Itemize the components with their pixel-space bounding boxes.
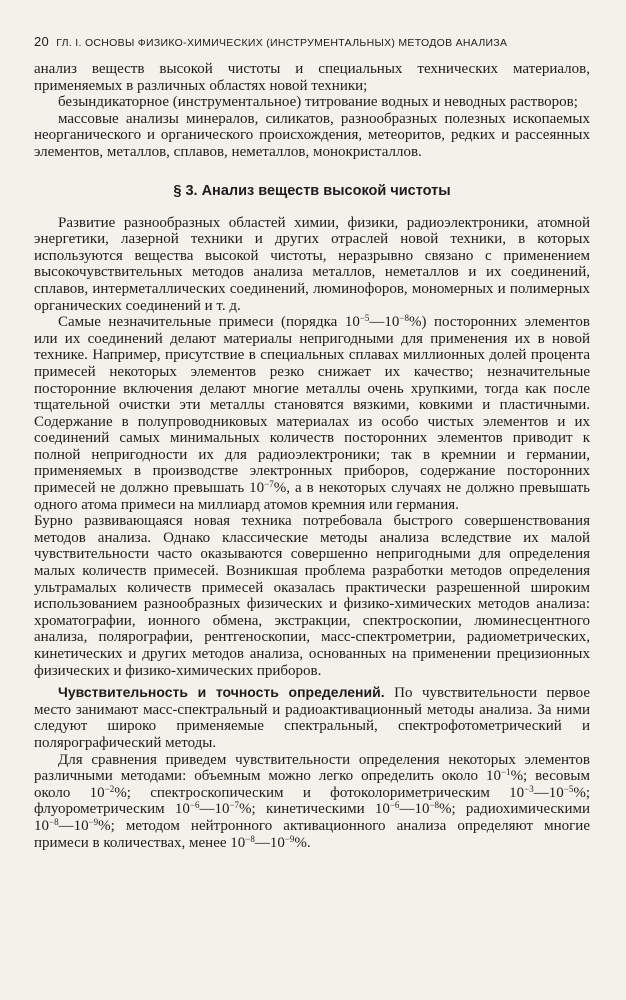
running-header bbox=[34, 34, 590, 49]
running-title: ГЛ. I. ОСНОВЫ ФИЗИКО-ХИМИЧЕСКИХ (ИНСТРУМЕНТАЛЬНЫХ) МЕТОДОВ АНАЛИЗА bbox=[56, 37, 508, 49]
paragraph-impurities: Самые незначительные примеси (порядка $10^{-5}—10^{-8}\%$) посторонних элементов или их соединений делают материалы непригодными для применения их в новой технике. Например, присутствие в специальных сплавах миллионных долей процента примесей некоторых элементов резко снижает их качество; незначительные посторонние включения делают многие металлы очень хрупкими, тогда как после тщательной очистки эти металлы становятся вязкими, ковкими и пластичными. Содержание в полупроводниковых материалах из особо чистых элементов и их соединений самых минимальных количеств посторонних элементов приводит к полной непригодности их для радиоэлектроники; так в кремнии и германии, применяемых в производстве электронных приборов, содержание посторонних примесей не должно превышать $10^{-7}\%$, а в некоторых случаях не должно превышать одного атома примеси на миллиард атомов кремния или германия. bbox=[34, 313, 590, 513]
intro-paragraph-3: массовые анализы минералов, силикатов, разнообразных полезных ископаемых неорганического и органического происхождения, метеоритов, редких и рассеянных элементов, металлов, сплавов, неметаллов, монокристаллов. bbox=[34, 110, 590, 160]
runin-heading: Чувствительность и точность определений. bbox=[58, 684, 385, 701]
section-title: § 3. Анализ веществ высокой чистоты bbox=[173, 182, 451, 199]
paragraph-comparison: Для сравнения приведем чувствительности определения некоторых элементов различными методами: объемным можно легко определить около $10^{-1}\%$; весовым около $10^{-2}\%$; спектроскопическим и фотоколориметрическим $10^{-3}—10^{-5}\%$; флуорометрическим $10^{-6}—10^{-7}\%$; кинетическими $10^{-6}—10^{-8}\%$; радиохимическими $10^{-8}—10^{-9}\%$; методом нейтронного активационного анализа определяют многие примеси в количествах, менее $10^{-8}—10^{-9}\%$. bbox=[34, 751, 590, 851]
page-number: 20 bbox=[34, 34, 50, 49]
paragraph-new-technology: Бурно развивающаяся новая техника потребовала быстрого совершенствования методов анализа. Однако классические методы анализа вследствие их малой чувствительности часто оказываются совершенно непригодными для определения малых количеств примесей. Возникшая проблема разработки методов определения ультрамалых количеств примесей оказалась практически разрешенной широким использованием разнообразных физических и физико-химических методов анализа: хроматографии, ионного обмена, экстракции, спектроскопии, люминесцентного анализа, полярографии, рентгеноскопии, масс-спектрометрии, радиометрических, кинетических и других методов анализа, основанных на применении прецизионных физических и физико-химических приборов. bbox=[34, 513, 590, 679]
intro-paragraph-2: безындикаторное (инструментальное) титрование водных и неводных растворов; bbox=[58, 94, 578, 111]
intro-paragraph-1: анализ веществ высокой чистоты и специальных технических материалов, применяемых в различных областях новой техники; bbox=[34, 61, 590, 94]
book-page bbox=[34, 34, 590, 851]
paragraph-sensitivity: Чувствительность и точность определений. По чувствительности первое место занимают масс-спектральный и радиоактивационный методы анализа. За ними следуют широко применяемые спектральный, спектрофотометрический и полярографический методы. bbox=[34, 684, 590, 751]
paragraph-development: Развитие разнообразных областей химии, физики, радиоэлектроники, атомной энергетики, лазерной техники и других отраслей новой техники, в которых используются вещества высокой чистоты, неразрывно связано с применением высокочувствительных методов анализа металлов, неметаллов и их соединений, сплавов, интерметаллических соединений, люминофоров, мономерных и полимерных органических соединений и т. д. bbox=[34, 214, 590, 314]
